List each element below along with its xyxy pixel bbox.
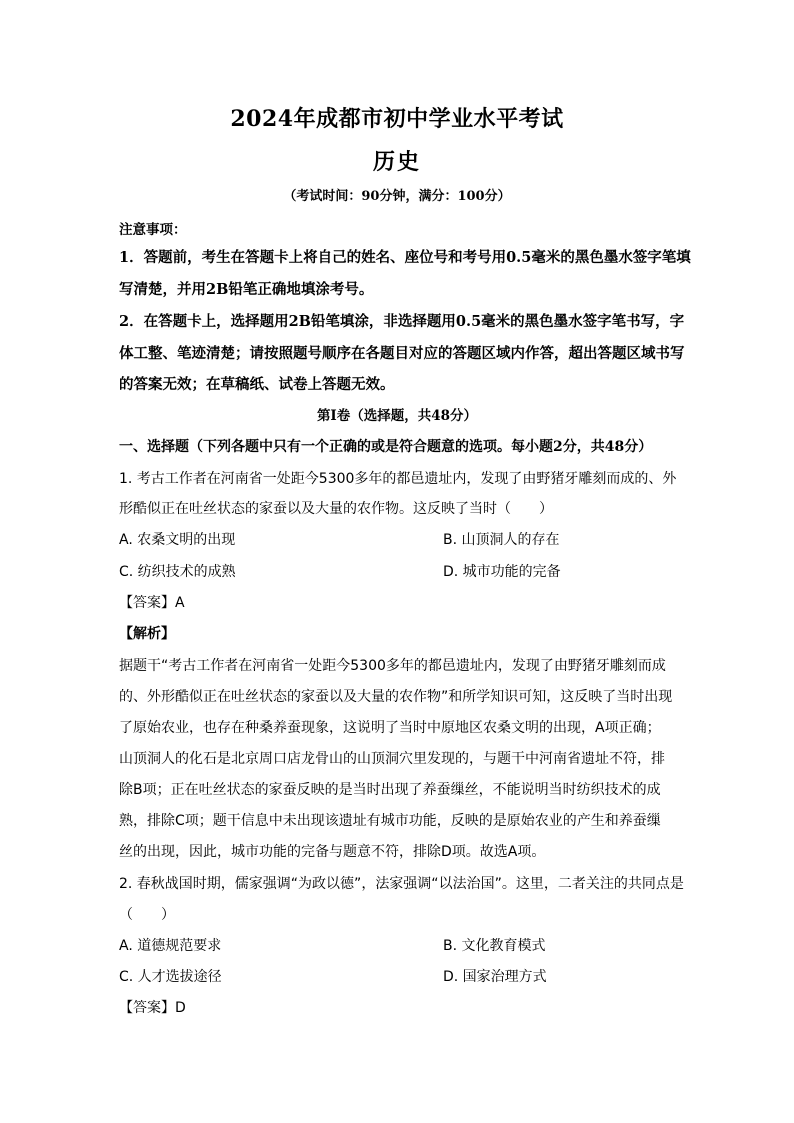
q2-answer: 【答案】D [119, 1000, 186, 1016]
section-instructions: 一、选择题（下列各题中只有一个正确的或是符合题意的选项。每小题2分，共48分） [119, 439, 653, 455]
q1-analysis-label: 【解析】 [119, 626, 175, 642]
notice-item-1-line-1: 1．答题前，考生在答题卡上将自己的姓名、座位号和考号用0.5毫米的黑色墨水签字笔填 [119, 249, 691, 266]
q1-analysis-line: 丝的出现，因此，城市功能的完备与题意不符，排除D项。故选A项。 [119, 844, 546, 860]
q1-answer: 【答案】A [119, 595, 185, 611]
q2-option-b: B. 文化教育模式 [443, 938, 546, 954]
exam-title: 2024年成都市初中学业水平考试 [230, 106, 564, 132]
q2-option-a: A. 道德规范要求 [119, 938, 222, 954]
part-title: 第Ⅰ卷（选择题，共48分） [316, 408, 478, 424]
notice-heading: 注意事项： [119, 222, 187, 238]
q2-option-c: C. 人才选拔途径 [119, 969, 222, 985]
exam-info: （考试时间：90分钟，满分：100分） [283, 189, 511, 204]
q2-stem-line-2: （ ） [119, 907, 175, 923]
q1-stem-line-1: 1. 考古工作者在河南省一处距今5300多年的都邑遗址内，发现了由野猪牙雕刻而成的、外 [119, 471, 677, 487]
q1-analysis-line: 熟，排除C项；题干信息中未出现该遗址有城市功能，反映的是原始农业的产生和养蚕缫 [119, 813, 661, 829]
notice-item-2-line-1: 2．在答题卡上，选择题用2B铅笔填涂，非选择题用0.5毫米的黑色墨水签字笔书写，字 [119, 313, 685, 330]
q2-option-d: D. 国家治理方式 [443, 969, 547, 985]
q1-analysis-line: 山顶洞人的化石是北京周口店龙骨山的山顶洞穴里发现的，与题干中河南省遗址不符，排 [119, 751, 665, 767]
q1-stem-line-2: 形酷似正在吐丝状态的家蚕以及大量的农作物。这反映了当时（ ） [119, 501, 553, 517]
q1-analysis-line: 据题干“考古工作者在河南省一处距今5300多年的都邑遗址内，发现了由野猪牙雕刻而成 [119, 658, 666, 674]
subject-title: 历史 [372, 149, 421, 175]
q1-analysis-line: 的、外形酷似正在吐丝状态的家蚕以及大量的农作物”和所学知识可知，这反映了当时出现 [119, 689, 673, 705]
q2-stem-line-1: 2. 春秋战国时期，儒家强调“为政以德”，法家强调“以法治国”。这里，二者关注的共同点是 [119, 876, 684, 892]
q1-option-b: B. 山顶洞人的存在 [443, 532, 560, 548]
q1-option-c: C. 纺织技术的成熟 [119, 564, 236, 580]
notice-item-2-line-2: 体工整、笔迹清楚；请按照题号顺序在各题目对应的答题区域内作答，超出答题区域书写 [119, 345, 685, 362]
q1-analysis-line: 了原始农业，也存在种桑养蚕现象，这说明了当时中原地区农桑文明的出现，A项正确； [119, 720, 661, 736]
notice-item-1-line-2: 写清楚，并用2B铅笔正确地填涂考号。 [119, 281, 374, 298]
q1-analysis-line: 除B项；正在吐丝状态的家蚕反映的是当时出现了养蚕缫丝，不能说明当时纺织技术的成 [119, 782, 661, 798]
q1-option-a: A. 农桑文明的出现 [119, 532, 236, 548]
q1-option-d: D. 城市功能的完备 [443, 564, 561, 580]
notice-item-2-line-3: 的答案无效；在草稿纸、试卷上答题无效。 [119, 376, 395, 393]
